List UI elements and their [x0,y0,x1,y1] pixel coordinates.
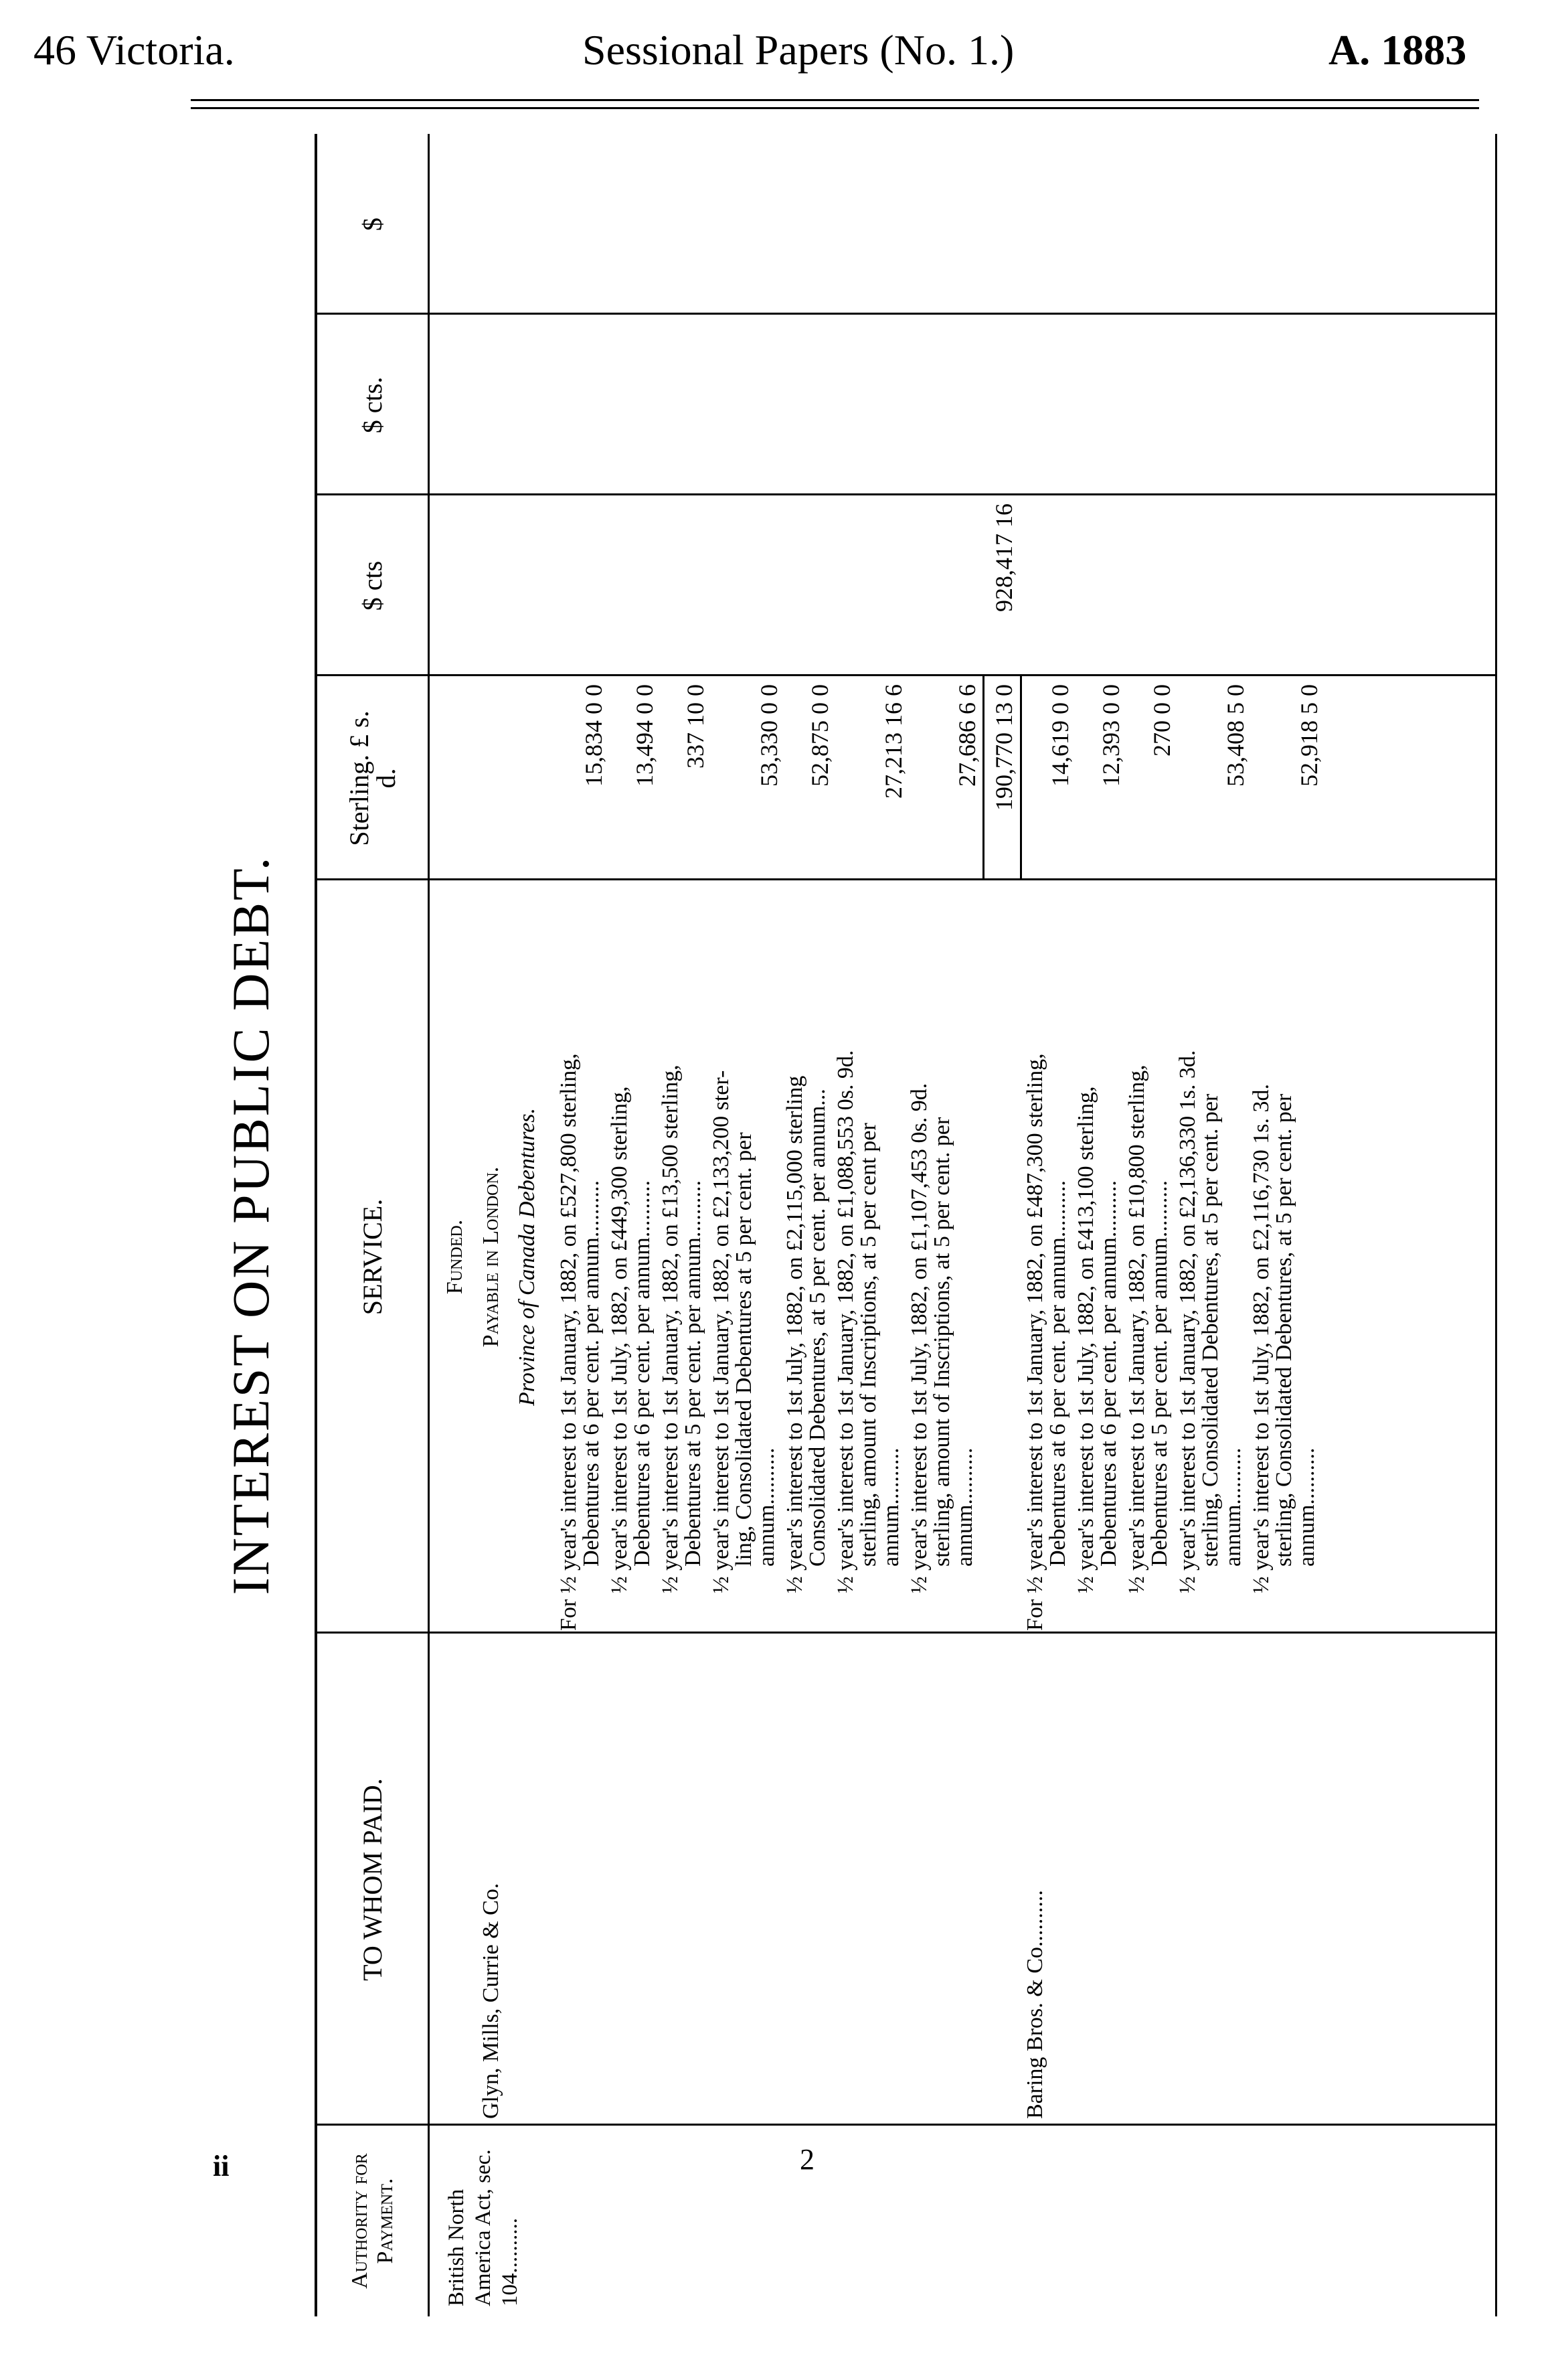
col-service-header: SERVICE. [357,1198,388,1316]
col-dollars-cts-2 [317,315,1495,495]
amount: 13,494 0 0 [631,684,658,787]
amount: 27,213 16 6 [880,684,907,799]
amount: 15,834 0 0 [580,684,607,787]
entry-line: Debentures at 6 per cent. per annum.......... [579,1180,604,1567]
entry-line: ½ year's interest to 1st January, 1882, on £2,136,330 1s. 3d. [1175,1050,1200,1593]
col-to-whom-header: TO WHOM PAID. [357,1778,388,1981]
header-rule [191,99,1479,101]
amount: 14,619 0 0 [1047,684,1073,787]
authority-text: British North America Act, sec. 104.......... [444,2149,522,2306]
subtotal-rule-bottom [1020,676,1022,880]
entry-line: ½ year's interest to 1st January, 1882, on £10,800 sterling, [1124,1064,1149,1593]
lead-for: For [556,1599,581,1631]
header-year: A. 1883 [1328,26,1467,74]
amount: 52,918 5 0 [1296,684,1322,787]
entry-line: annum.......... [1294,1447,1319,1567]
amount: 270 0 0 [1148,684,1175,757]
header-title: Sessional Papers (No. 1.) [582,26,1015,74]
amount: 53,408 5 0 [1222,684,1249,787]
entry-line: ½ year's interest to 1st July, 1882, on £2,115,000 sterling [782,1075,807,1593]
header-session: 46 Victoria. [33,26,235,74]
entry-line: sterling, Consolidated Debentures, at 5 per cent. per [1198,1093,1223,1567]
payee-glyn: Glyn, Mills, Currie & Co. [479,1883,503,2119]
entry-line: Debentures at 6 per cent. per annum.......... [1045,1180,1070,1567]
entry-line: ½ year's interest to 1st July, 1882, on £2,116,730 1s. 3d. [1249,1084,1274,1593]
entry-line: ½ year's interest to 1st January, 1882, on £13,500 sterling, [658,1064,683,1593]
col-sterling-header: Sterling. £ s. d. [343,710,401,846]
dollar-total: 928,417 16 [991,503,1017,612]
col-dollars-cts-header: $ cts [357,560,388,611]
entry-line: annum.......... [1221,1447,1246,1567]
subtotal: 190,770 13 0 [991,684,1017,811]
col-dollars-cts [317,495,1495,676]
amount: 52,875 0 0 [806,684,833,787]
entry-line: ½ year's interest to 1st July, 1882, on £449,300 sterling, [607,1086,632,1593]
entry-line: annum.......... [754,1447,779,1567]
section-payable: Payable in London. [479,1166,503,1348]
entry-line: sterling, Consolidated Debentures, at 5 per cent. per [1272,1093,1296,1567]
entry-line: ½ year's interest to 1st July, 1882, on £413,100 sterling, [1073,1086,1098,1593]
section-funded: Funded. [442,1219,467,1295]
page-number: 2 [800,2143,814,2176]
page-header [0,25,1546,79]
entry-line: ½ year's interest to 1st January, 1882, on £2,133,200 ster- [709,1070,734,1593]
entry-line: Consolidated Debentures, at 5 per cent. per annum... [805,1089,830,1567]
entry-line: Debentures at 6 per cent. per annum.......... [630,1180,655,1567]
entry-line: ling, Consolidated Debentures at 5 per cent. per [732,1132,756,1567]
entry-line: Debentures at 5 per cent. per annum.......... [1147,1180,1172,1567]
entry-line: annum.......... [879,1447,904,1567]
section-province: Province of Canada Debentures. [515,1107,539,1407]
amount: 337 10 0 [682,684,709,769]
entry-line: sterling, amount of Inscriptions, at 5 per cent per [856,1123,881,1567]
entry-line: ½ year's interest to 1st January, 1882, on £1,088,553 0s. 9d. [833,1050,858,1593]
entry-line: ½ year's interest to 1st July, 1882, on £1,107,453 0s. 9d. [907,1083,932,1593]
col-authority-header: Authority for Payment. [347,2153,398,2289]
entry-line: annum.......... [952,1447,977,1567]
table-title: INTEREST ON PUBLIC DEBT. [222,855,280,1595]
col-service [317,880,1495,1634]
amount: 53,330 0 0 [756,684,782,787]
col-dollars-header: $ [357,218,388,231]
col-dollars-cts-2-header: $ cts. [357,376,388,434]
amount: 12,393 0 0 [1098,684,1124,787]
col-to-whom [317,1634,1495,2126]
amount: 27,686 6 6 [954,684,980,787]
entry-line: ½ year's interest to 1st January, 1882, on £527,800 sterling, [556,1053,581,1593]
entry-line: Debentures at 5 per cent. per annum.......... [681,1180,705,1567]
subtotal-rule [982,676,984,880]
entry-line: sterling, amount of Inscriptions, at 5 per cent. per [930,1117,954,1567]
rotated-table-page [221,134,1492,2316]
payee-baring: Baring Bros. & Co.......... [1023,1890,1047,2119]
header-rule-line [428,134,430,2316]
interest-table [315,134,1497,2316]
col-authority [317,2126,1495,2316]
entry-line: Debentures at 6 per cent. per annum.......... [1096,1180,1121,1567]
entry-line: ½ year's interest to 1st January, 1882, on £487,300 sterling, [1023,1053,1047,1593]
header-rule-2 [191,107,1479,109]
lead-for: For [1023,1599,1047,1631]
col-dollars [317,134,1495,315]
col-sterling [317,676,1495,880]
side-label: ii [213,2150,230,2183]
